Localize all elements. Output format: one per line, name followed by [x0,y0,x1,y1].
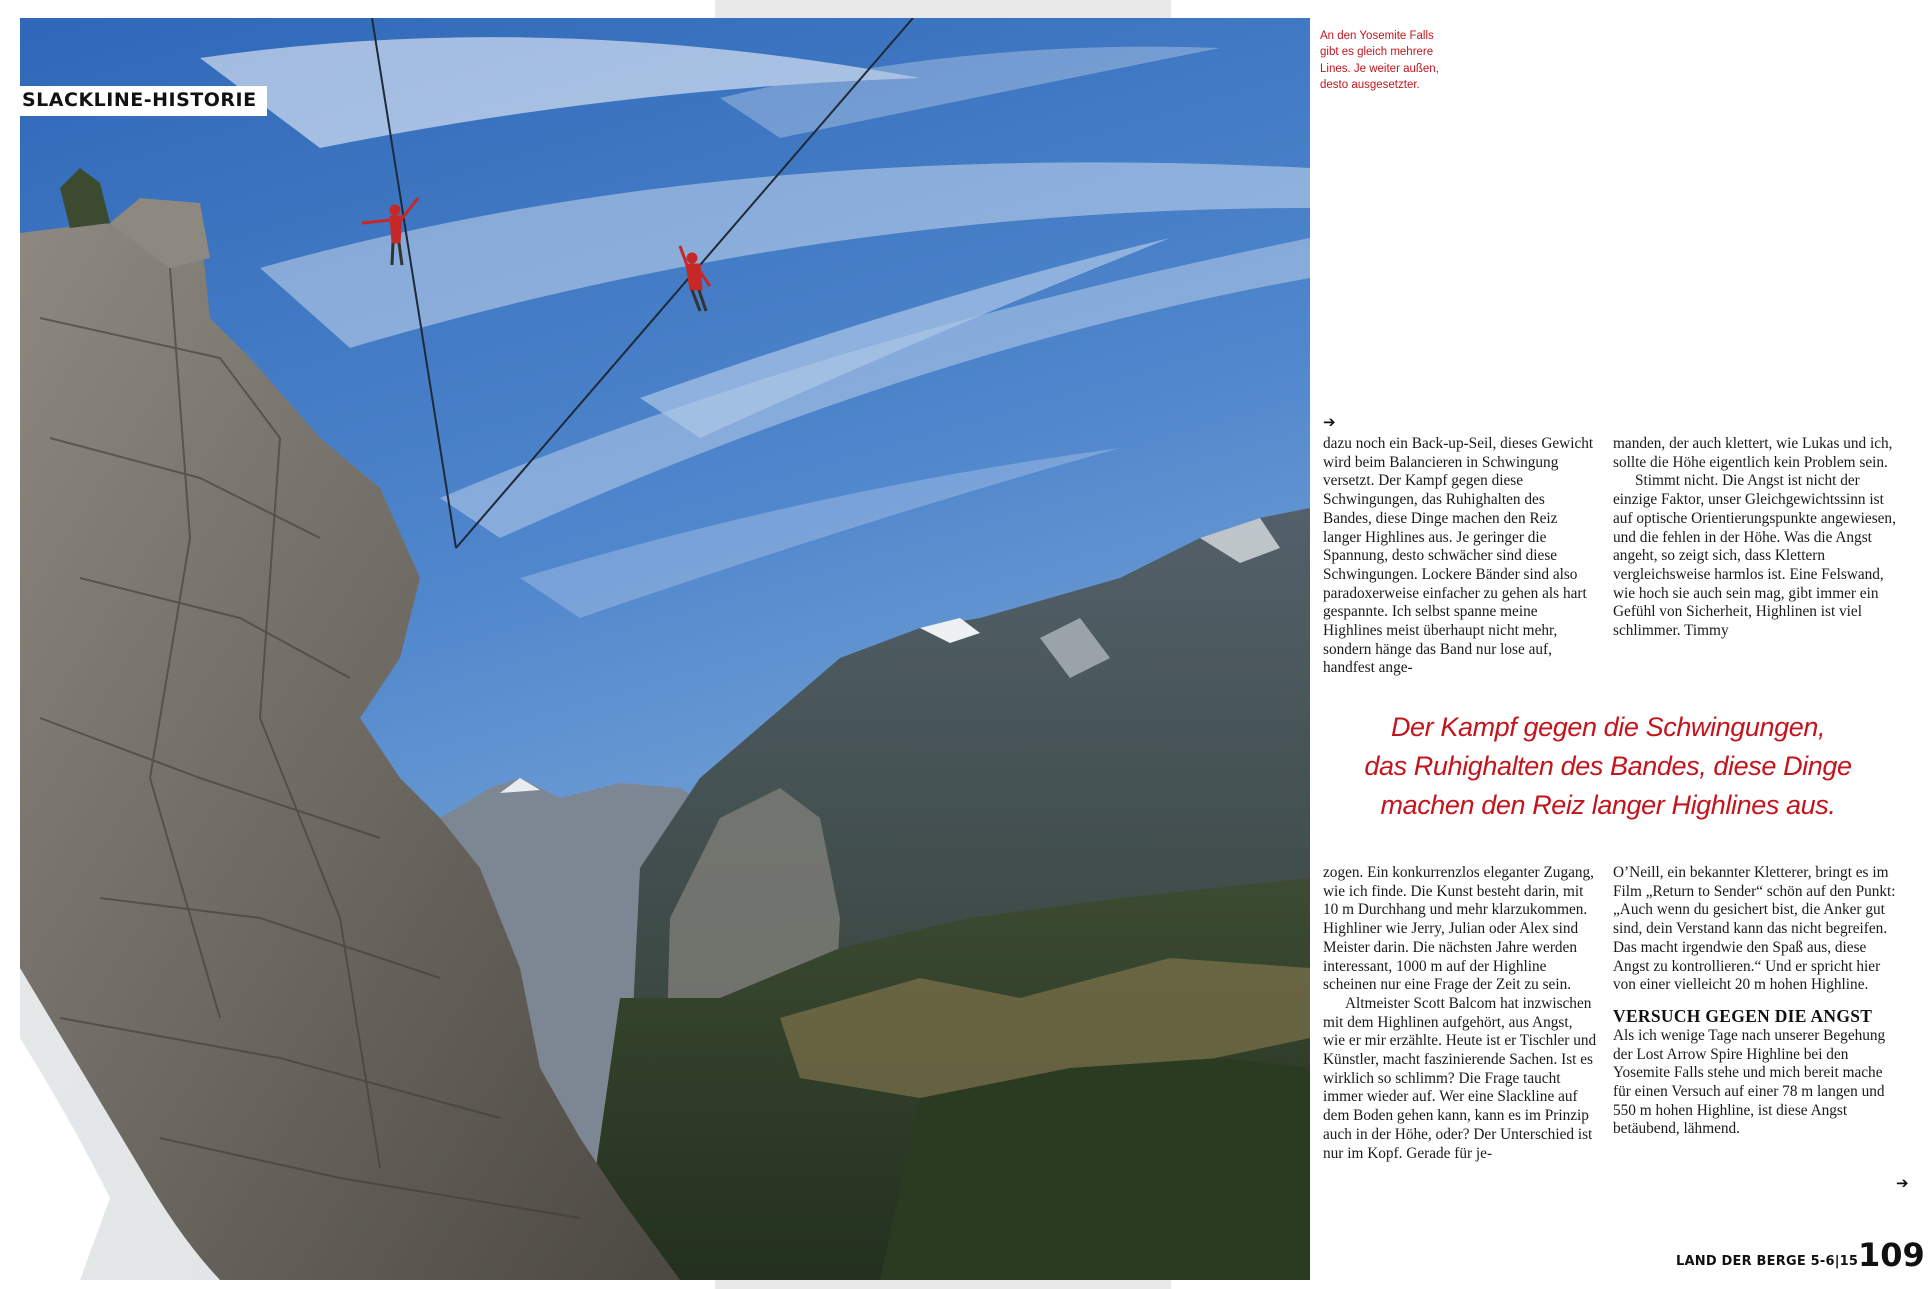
paragraph: dazu noch ein Back-up-Seil, dieses Gewicht wird beim Balancieren in Schwingung versetzt. Der Kampf gegen diese Schwingungen, das Ruhighalten des Bandes, diese Dinge machen den Reiz langer Highlines aus. Je geringer die Spannung, desto schwächer sind diese Schwingungen. Lockere Bänder sind also paradoxerweise einfacher zu gehen als hart gespannte. Ich selbst spanne meine Highlines meist überhaupt nicht mehr, sondern hänge das Band nur lose auf, handfest ange- [1323,435,1594,677]
text-column-3 [1323,864,1597,1163]
pull-quote-line: das Ruhighalten des Bandes, diese Dinge [1364,751,1852,781]
page-number: 109 [1858,1236,1925,1274]
paragraph: Stimmt nicht. Die Angst ist nicht der einzige Faktor, unser Gleichgewichtssinn ist auf optische Orientierungspunkte angewiesen, und die fehlen in der Höhe. Was die Angst angeht, so zeigt sich, dass Klettern vergleichsweise harmlos ist. Eine Felswand, wie hoch sie auch sein mag, gibt immer ein Gefühl von Sicherheit, Highlinen ist viel schlimmer. Timmy [1613,472,1896,640]
photo-caption: An den Yosemite Falls gibt es gleich mehrere Lines. Je weiter außen, desto ausgesetzter. [1320,30,1439,91]
pull-quote-line: machen den Reiz langer Highlines aus. [1380,790,1836,820]
paragraph: Als ich wenige Tage nach unserer Begehung der Lost Arrow Spire Highline bei den Yosemite Falls stehe und mich bereit mache für einen Versuch auf einer 78 m langen und 550 m hohen Highline, ist diese Angst betäubend, lähmend. [1613,1026,1886,1138]
text-column-1 [1323,435,1597,678]
section-kicker: SLACKLINE-HISTORIE [20,86,267,116]
text-column-2 [1613,435,1896,641]
page-gutter-bottom [715,1280,1171,1289]
text-column-4 [1613,864,1896,1139]
subheading: VERSUCH GEGEN DIE ANGST [1613,1005,1873,1026]
pull-quote [1320,708,1896,825]
end-arrow-icon: ➔ [1896,1174,1909,1192]
page-gutter-top [715,0,1171,18]
paragraph: O’Neill, ein bekannter Kletterer, bringt es im Film „Return to Sender“ schön auf den Punkt: „Auch wenn du gesichert bist, die Anker gut sind, dein Verstand kann das nicht begreifen. Das macht irgendwie den Spaß aus, diese Angst zu kontrollieren.“ Und er spricht hier von einer vielleicht 20 m hohen Highline. [1613,864,1896,994]
magazine-issue: LAND DER BERGE 5-6|15 [1676,1254,1859,1269]
paragraph: Altmeister Scott Balcom hat inzwischen mit dem Highlinen aufgehört, aus Angst, wie er mir erzählte. Heute ist er Tischler und Künstler, macht faszinierende Sachen. Ist es wirklich so schlimm? Die Frage taucht immer wieder auf. Wer eine Slackline auf dem Boden gehen kann, kann es im Prinzip auch in der Höhe, oder? Der Unterschied ist nur im Kopf. Gerade für je- [1323,994,1597,1162]
continue-arrow-icon: ➔ [1323,413,1336,431]
paragraph: zogen. Ein konkurrenzlos eleganter Zugang, wie ich finde. Die Kunst besteht darin, mit 10 m Durchhang und mehr klarzukommen. Highliner wie Jerry, Julian oder Alex sind Meister darin. Die nächsten Jahre werden interessant, 1000 m auf der Highline scheinen nur eine Frage der Zeit zu sein. [1323,864,1594,994]
paragraph: manden, der auch klettert, wie Lukas und ich, sollte die Höhe eigentlich kein Problem sein. [1613,435,1893,471]
highline-photo [20,18,1310,1280]
pull-quote-line: Der Kampf gegen die Schwingungen, [1390,712,1826,742]
